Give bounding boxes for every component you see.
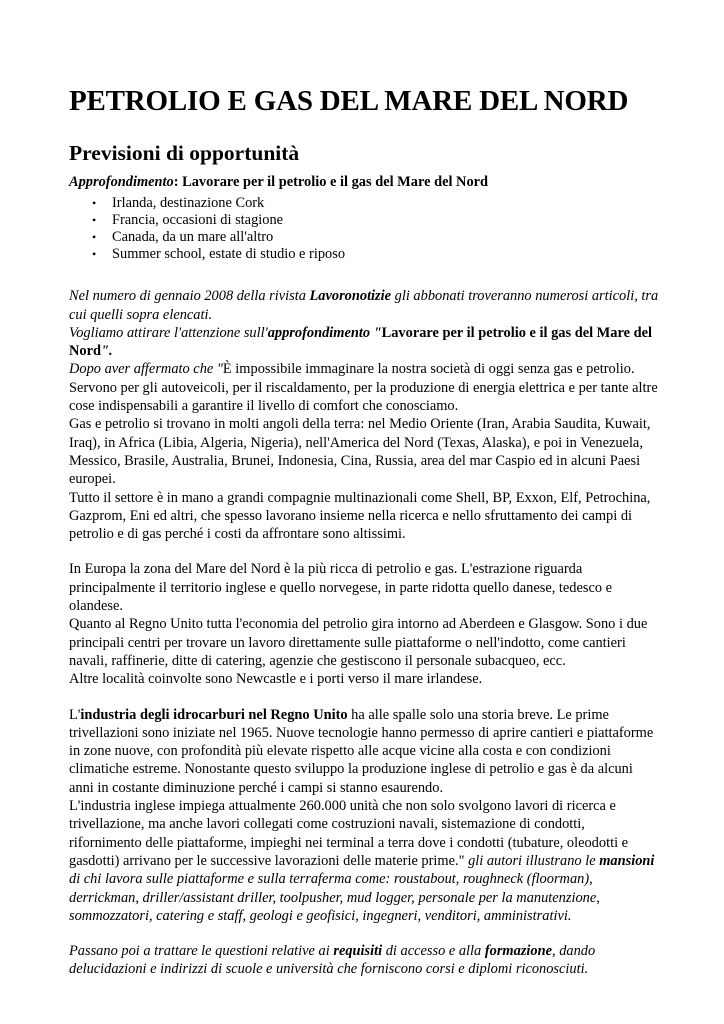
list-item — [92, 195, 659, 212]
quote-mark: " — [370, 324, 382, 341]
text-span: Passano poi a trattare le questioni relative ai — [69, 943, 334, 960]
paragraph-europe — [69, 560, 659, 688]
text-span: ha alle spalle solo una storia breve. Le prime trivellazioni sono iniziate nel 1965. Nuove tecnologie hanno permesso di aprire cantieri e piattaforme in zone nuove, con profondità più elevate rispetto alle acque vicine alla costa e con condizioni climatiche estreme. Nonostante questo sviluppo la produzione inglese di petrolio e gas è da alcuni anni in costante diminuzione perché i campi si stanno esaurendo. — [69, 706, 654, 796]
text-span: gli abbonati troveranno numerosi articoli, tra cui quelli sopra elencati. — [69, 288, 659, 323]
bullet-glyph: • — [92, 230, 97, 245]
focus-colon: : — [173, 174, 183, 190]
emphasis-text: industria degli idrocarburi nel Regno Unito — [80, 706, 348, 723]
emphasis-text: approfondimento — [267, 324, 371, 341]
text-span: Dopo aver affermato che " — [69, 361, 223, 378]
list-item-text: Summer school, estate di studio e riposo — [112, 246, 346, 263]
emphasis-text: formazione — [484, 943, 553, 960]
article-title: Lavorare per il petrolio e il gas del Mare del Nord — [69, 324, 652, 360]
bullet-glyph: • — [92, 247, 97, 262]
section-heading: Previsioni di opportunità — [69, 141, 300, 165]
text-span: , dando delucidazioni e indirizzi di scuole e università che forniscono corsi e diplomi riconosciuti. — [69, 943, 596, 978]
text-line: Tutto il settore è in mano a grandi compagnie multinazionali come Shell, BP, Exxon, Elf, Petrochina, Gazprom, Eni ed altri, che spesso lavorano insieme nella ricerca e nello sfruttamento dei campi di petrolio e di gas perché i costi da affrontare sono altissimi. — [69, 489, 651, 543]
text-line — [69, 706, 659, 797]
text-span: Nel numero di gennaio 2008 della rivista — [69, 288, 310, 305]
quote-text: È impossibile immaginare la nostra società di oggi senza gas e petrolio. Servono per gli autoveicoli, per il riscaldamento, per la produzione di energia elettrica e per tante altre cose indispensabili a garantire il livello di comfort che conosciamo. — [69, 361, 658, 415]
text-line — [69, 324, 659, 361]
text-line: Quanto al Regno Unito tutta l'economia del petrolio gira intorno ad Aberdeen e Glasgow. Sono i due principali centri per trovare un lavoro direttamente sulle piattaforme o nell'indotto, come cantieri navali, raffinerie, ditte di catering, agenzie che gestiscono il personale subacqueo, ecc. — [69, 616, 648, 669]
text-line — [69, 797, 659, 925]
focus-line — [69, 173, 659, 191]
list-item-text: Francia, occasioni di stagione — [112, 212, 284, 229]
paragraph-intro — [69, 287, 659, 543]
paragraph-requirements — [69, 942, 659, 979]
paragraph-uk-industry — [69, 706, 659, 926]
quote-mark: ". — [100, 343, 113, 360]
text-span: L'industria inglese impiega attualmente 260.000 unità che non solo svolgono lavori di ricerca e trivellazione, ma anche lavori collegati come costruzioni navali, sistemazione di condotti, rifornimento delle piattaforme, impieghi nei terminal a terra dove i condotti (tubature, oleodotti e gasdotti) arrivano per le successive lavorazioni delle materie prime." — [69, 798, 629, 869]
list-item — [92, 246, 659, 263]
text-span: Vogliamo attirare l'attenzione sull' — [69, 324, 268, 341]
text-line: Gas e petrolio si trovano in molti angoli della terra: nel Medio Oriente (Iran, Arabia Saudita, Kuwait, Iraq), in Africa (Libia, Algeria, Nigeria), nell'America del Nord (Texas, Alaska), e poi in Venezuela, Messico, Brasile, Australia, Brunei, Indonesia, Cina, Russia, area del mar Caspio ed in alcuni Paesi europei. — [69, 416, 651, 488]
list-item-text: Canada, da un mare all'altro — [112, 229, 274, 246]
text-line: In Europa la zona del Mare del Nord è la più ricca di petrolio e gas. L'estrazione riguarda principalmente il territorio inglese e quello norvegese, in parte ridotta quello danese, tedesco e olandese. — [69, 561, 613, 615]
article-list — [69, 195, 659, 263]
bullet-glyph: • — [92, 196, 97, 211]
list-item — [92, 212, 659, 229]
emphasis-text: requisiti — [333, 943, 383, 960]
text-line — [69, 942, 659, 979]
text-line — [69, 360, 659, 415]
focus-label: Approfondimento — [69, 174, 174, 190]
emphasis-text: mansioni — [599, 852, 655, 869]
list-item — [92, 229, 659, 246]
text-span: gli autori illustrano le — [464, 852, 600, 869]
bullet-glyph: • — [92, 213, 97, 228]
document-page — [69, 84, 659, 979]
text-span: L' — [69, 706, 81, 723]
list-item-text: Irlanda, destinazione Cork — [112, 195, 265, 212]
focus-text: Lavorare per il petrolio e il gas del Mare del Nord — [182, 174, 489, 190]
text-span: di chi lavora sulle piattaforme e sulla terraferma come: roustabout, roughneck (floorman), derrickman, driller/assistant driller, toolpusher, mud logger, personale per la manutenzione, sommozzatori, catering e staff, geologi e geofisici, ingegneri, venditori, amministrativi. — [69, 871, 600, 924]
text-line: Altre località coinvolte sono Newcastle e i porti verso il mare irlandese. — [69, 671, 483, 688]
document-title: PETROLIO E GAS DEL MARE DEL NORD — [69, 85, 629, 117]
text-line — [69, 287, 659, 324]
text-span: di accesso e alla — [382, 943, 485, 960]
magazine-name: Lavoronotizie — [309, 288, 392, 305]
